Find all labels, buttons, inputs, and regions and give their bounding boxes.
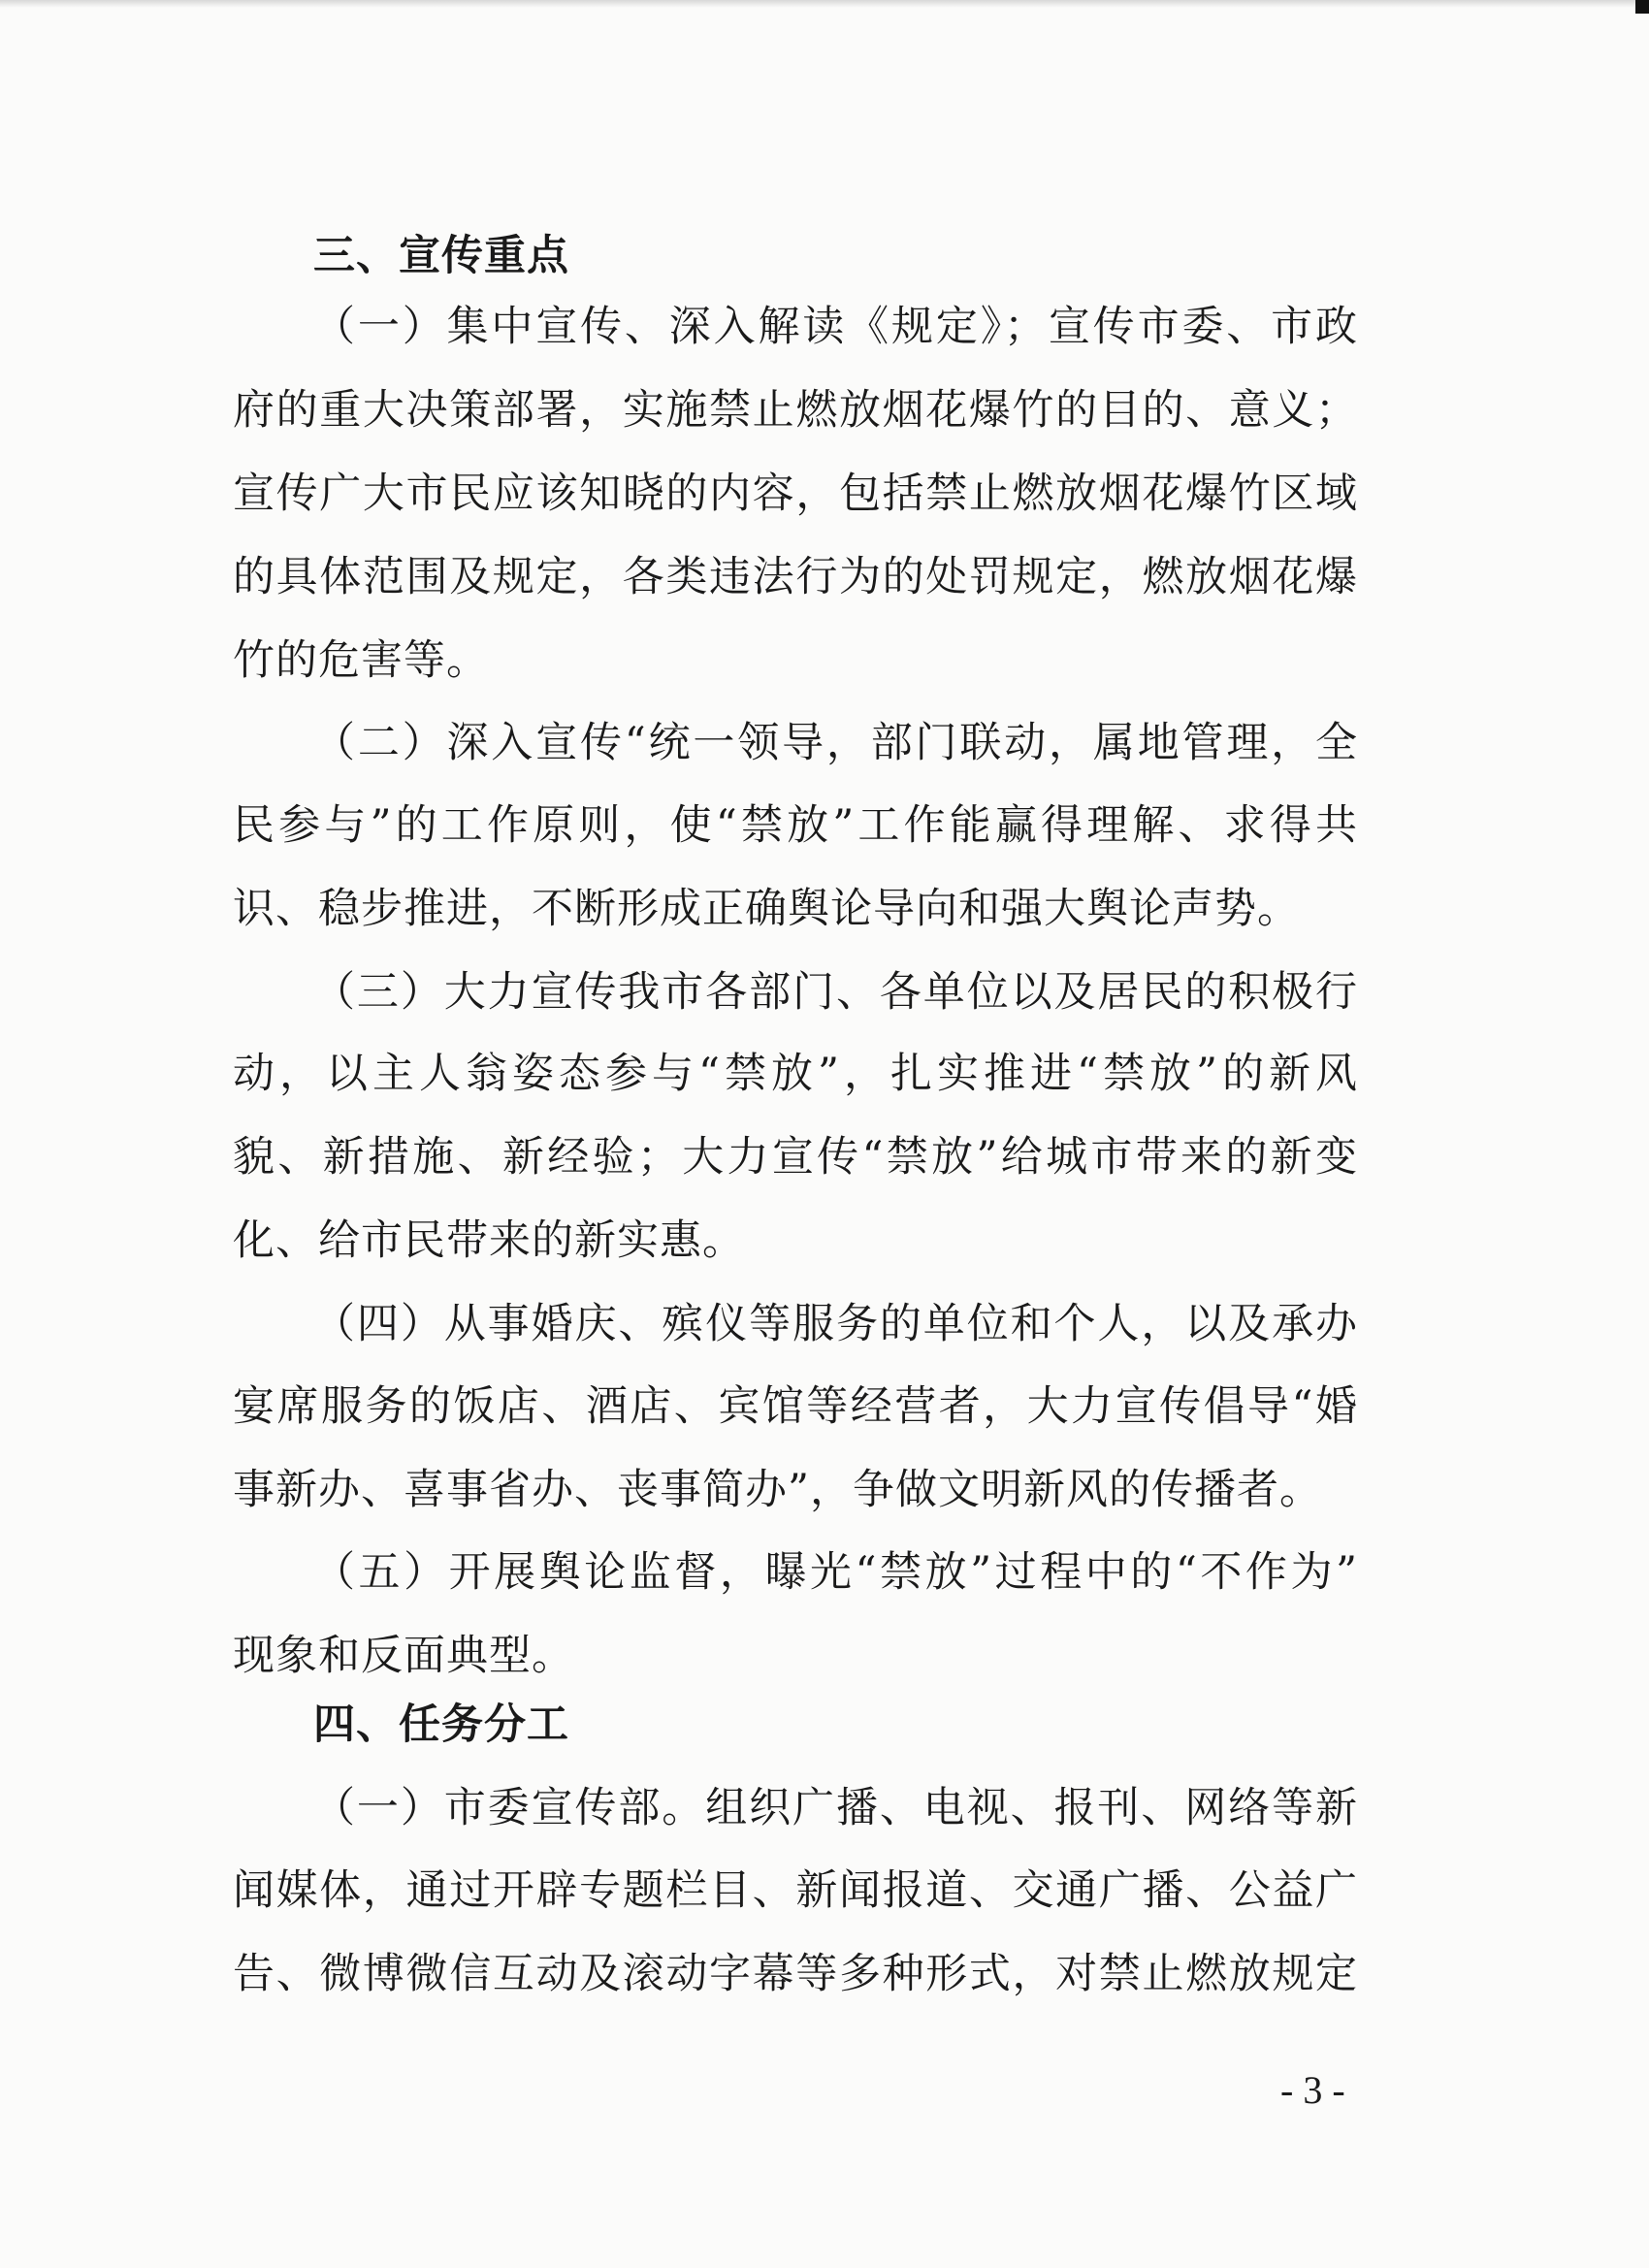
- paragraph-line: （一）集中宣传、深入解读《规定》；宣传市委、市政: [313, 303, 1358, 351]
- paragraph-line: 宴席服务的饭店、酒店、宾馆等经营者，大力宣传倡导“婚: [233, 1382, 1358, 1431]
- paragraph-line: （二）深入宣传“统一领导，部门联动，属地管理，全: [313, 719, 1358, 767]
- paragraph-line: （一）市委宣传部。组织广播、电视、报刊、网络等新: [313, 1784, 1358, 1832]
- scan-corner-mark: [1635, 0, 1649, 14]
- paragraph-line: 的具体范围及规定，各类违法行为的处罚规定，燃放烟花爆: [233, 553, 1358, 601]
- paragraph-line: 现象和反面典型。: [233, 1632, 574, 1680]
- paragraph-line: 动，以主人翁姿态参与“禁放”，扎实推进“禁放”的新风: [233, 1050, 1358, 1098]
- paragraph-line: 竹的危害等。: [233, 636, 489, 685]
- paragraph-line: 貌、新措施、新经验；大力宣传“禁放”给城市带来的新变: [233, 1133, 1358, 1182]
- paragraph-line: 告、微博微信互动及滚动字幕等多种形式，对禁止燃放规定: [233, 1950, 1358, 1998]
- paragraph-line: （五）开展舆论监督，曝光“禁放”过程中的“不作为”: [313, 1548, 1358, 1597]
- paragraph-line: 闻媒体，通过开辟专题栏目、新闻报道、交通广播、公益广: [233, 1866, 1358, 1915]
- paragraph-line: （三）大力宣传我市各部门、各单位以及居民的积极行: [313, 968, 1358, 1017]
- paragraph-line: 府的重大决策部署，实施禁止燃放烟花爆竹的目的、意义；: [233, 386, 1358, 435]
- paragraph-line: （四）从事婚庆、殡仪等服务的单位和个人，以及承办: [313, 1300, 1358, 1348]
- page-number: - 3 -: [1280, 2068, 1345, 2112]
- section-heading: 四、任务分工: [313, 1701, 569, 1749]
- paragraph-line: 化、给市民带来的新实惠。: [233, 1216, 745, 1265]
- paragraph-line: 识、稳步推进，不断形成正确舆论导向和强大舆论声势。: [233, 885, 1300, 933]
- section-heading: 三、宣传重点: [313, 232, 569, 280]
- paragraph-line: 民参与”的工作原则，使“禁放”工作能赢得理解、求得共: [233, 801, 1358, 850]
- scan-top-edge: [0, 0, 1649, 8]
- paragraph-line: 宣传广大市民应该知晓的内容，包括禁止燃放烟花爆竹区域: [233, 470, 1358, 518]
- paragraph-line: 事新办、喜事省办、丧事简办”，争做文明新风的传播者。: [233, 1466, 1322, 1514]
